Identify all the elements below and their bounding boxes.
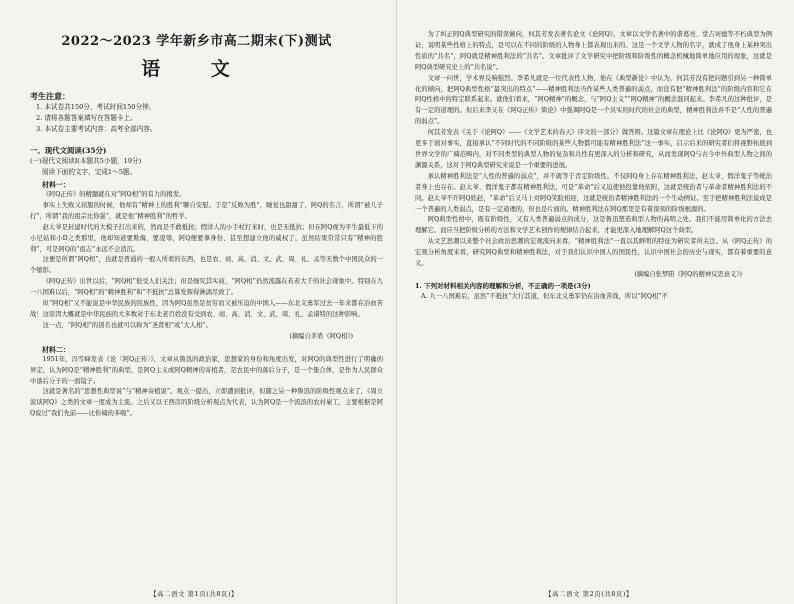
paragraph: 这就是著名的“思想性典型说”与“精神寄植说”。观点一提出，立即遭到批评，但随之另一种鲁迅的阶级性观点来了，《周立波谈阿Q》之类的文章一度成为主流。之后又以王西彦的阶级分析观点为代表，认为阿Q是一个流浪的农村雇工，主要根据是阿Q说过“我们先前——比你阔的多啦”。: [30, 388, 383, 418]
paragraph: 但“阿Q相”又不能说是中华民族的民族性，因为阿Q虽然是贫穷而又被压迫的中国人——东北义勇军过去一年来都在浴血苦战！这原因大概就是中华民族的大多数对于东北老百姓没有受到农、商、高、消、文、武、周、礼、孟诸特的这种影响。: [30, 300, 383, 318]
material-2-text: [30, 355, 383, 420]
paragraph: 为了纠正阿Q典型研究的错误倾向，何其芳发表著名论文《论阿Q》。文章以文学名著中的谐葛亮、堂吉诃德等不朽典型为例证，说明某些性格上的特点，是可以在不同的阶级的人物身上都表现出来的。这是一个文学人物的名字，就成了他身上某种突出性质的“共名”，阿Q就是精神胜利法的“共名”。文章批评了文学研究中把阶级和阶级性的概念机械地简单地应用的现象，这就是阿Q典型研究史上的“共名说”。: [415, 31, 772, 71]
notice-item: 3. 本试卷主要考试内容：高考全部内容。: [36, 125, 157, 133]
paragraph: 《阿Q正传》出世以后，“阿Q相”很受人们关注；但是细究其实质，“阿Q相”仍然流露在若若大千的社会现象中。特别在九一八国难以后，“阿Q相”的“精神胜利”和“不抵抗”总算发挥得淋漓尽致了。: [30, 278, 383, 297]
paragraph: 何其芳发表《关于《论阿Q》——《文学艺术的春天》序文的一部分》做答辩。这篇文章在理论上比《论阿Q》更为严密，也更多于面对事实，直接承认“不同时代的不同阶级的某些人物都可能有精神胜利法”这一事实，启示后来的研究者们将视野拓展到世界文学的广阔范畴内，对不同类型的典型人物的复杂和共性有更深入的分析和研究，从而发现阿Q与古今中外典型人物之间的渊源关系，这对于阿Q典型研究来说是一个重要的进展。: [415, 129, 772, 169]
question-1: 1. 下列对材料相关内容的理解和分析，不正确的一项是(3分): [415, 281, 591, 290]
material-1-text: [30, 190, 383, 332]
page-footer-left: 【高二语文 第1页(共8页)】: [150, 590, 238, 598]
exam-title: 2022～2023 学年新乡市高二期末(下)测试: [61, 34, 332, 49]
material-2-source: (摘编自张梦阳《阿Q的精神反思意义》): [634, 270, 742, 278]
notice-item: 1. 本试卷共150分，考试时间150分钟。: [36, 103, 156, 111]
material-2-label: 材料二：: [42, 344, 70, 354]
paragraph: 这一点，“阿Q相”的别名也就可以称为“圣贤相”或“大人相”。: [42, 321, 212, 329]
page-footer-right: 【高二语文 第2页(共8页)】: [545, 590, 633, 598]
notice-list: [30, 102, 383, 135]
paragraph: 这便是所谓“阿Q相”，也就是普通的一般人所看的东西，也是农、商、高、消、文、武、周、礼、孟等无数个中国民众的一个缩影。: [30, 256, 383, 275]
paragraph: 1951年，冯雪峰发表《论〈阿Q正传〉》，文章从鲁迅的政治家，思想家的身份和角度出发，对阿Q的典型性进行了明确的界定，认为阿Q是“精神胜利”的典型，是阿Q主义或阿Q精神的寄植者，是农民中的落后分子，是一个集合体，是作为人民群众中落后分子的一面镜子。: [30, 355, 383, 385]
paragraph: 赵太爷是封建时代的大模子打出来的，然而是不敢抵抗；假洋人的小手杖打来时，也是无抵抗；但在阿Q视为平生最低下的小尼姑和小D之类那里，他却知道要欺侮，要凌辱，阿Q便要拿身份、甚至想建立他的威权了，虽然结果常常只有“精神的胜利”，可是阿Q的“祖志”永远不会消沉。: [30, 223, 383, 253]
subsection-heading: (一)现代文阅读Ⅰ(本题共5小题，19分): [30, 157, 142, 165]
paragraph: 文章一问世，学术界反响强烈。李希凡就是一位代表性人物，他在《典型新论》中认为，何其芳没有把问题引到另一种简单化的倾向，把阿Q典型性格“最突出的特点”——精神胜利法当作某些人类普遍的弱点，而没有把“精神胜利法”的阶级内容和它在阿Q性格中的特定联系起来。就他们看来，“阿Q精神”的概念，与“阿Q主义”“阿Q精神”的概念混同起来。李希凡的这种批评，是有一定的道理的。但后来李又在《阿Q正传》简论》中强调阿Q是一个具实的时代的社会的典型，精神胜利法并不是“人性的普遍的弱点”。: [415, 74, 772, 126]
notice-heading: 考生注意：: [30, 91, 70, 101]
notice-item: 2. 请将各题答案填写在答题卡上。: [36, 114, 137, 122]
material-1-source: (摘编自茅盾《阿Q相》): [289, 332, 353, 340]
paragraph: 承认精神胜利法是“人性的普遍的弱点”，并不就等于否定阶级性。不仅阿Q身上存在精神胜利法，赵太爷、假洋鬼子等统治者身上也存在。赵太爷、假洋鬼子都有精神胜利法，可是“革命”后又迫使他投靠他依附，这就是统治者与革命者精神胜利法的不同。赵太爷不许阿Q姓赵，“革命”后又马上对阿Q笑脸相迎，这就是统治者精神胜利法的一个生动例证。至于把精神胜利法说成是一个普遍的人类弱点，是有一定道理的，但也是片面的。精神胜利法在阿Q那里是有着深刻的阶级根源的。: [415, 172, 772, 213]
exam-subject: 语 文: [141, 58, 252, 80]
material-1-label: 材料一：: [42, 180, 70, 189]
option-a: A. 九一八国难后，虽然“不抵抗”大行其道，但东北义勇军仍在浴血苦战，所以“阿Q相”不: [421, 292, 668, 300]
paragraph: 《阿Q正传》的精髓就在对“阿Q相”的有力的揭发。: [42, 191, 186, 198]
paragraph: 阿Q典型性格中，既有阶级性，又有人类普遍弱点的成分，这是鲁迅塑造典型人物的高明之处。我们不能用简单化的方法去理解它。而应当把阶级分析的方法和文学艺术创作的规律结合起来，才能更深入地理解阿Q这个典型。: [415, 216, 772, 235]
paragraph: 事实上失败又屈服的时候，他却有“精神上的胜利”聊自安慰。于是“反败为胜”，睡觉也甜甜了，阿Q的名言，所谓“被儿子打”，所谓“我的祖宗比你强”，就是他“精神胜利”的哲学。: [30, 201, 383, 220]
material-2-continued: [415, 30, 772, 270]
reading-instruction: 阅读下面的文字，完成1～5题。: [42, 168, 137, 176]
page-right: [397, 0, 794, 604]
section-heading: 一、现代文阅读(35分): [30, 146, 107, 155]
paragraph: 从文艺思潮以来整个社会政治思潮的宏观流向来看，“精神胜利法”一直以其鲜明的特征为研究者所关注。从《阿Q正传》的宏观分析角度来看，研究阿Q典型和精神胜利法，对于我们认识中国人的国民性，认识中国社会的历史与现实，都有着重要的意义。: [415, 238, 772, 268]
